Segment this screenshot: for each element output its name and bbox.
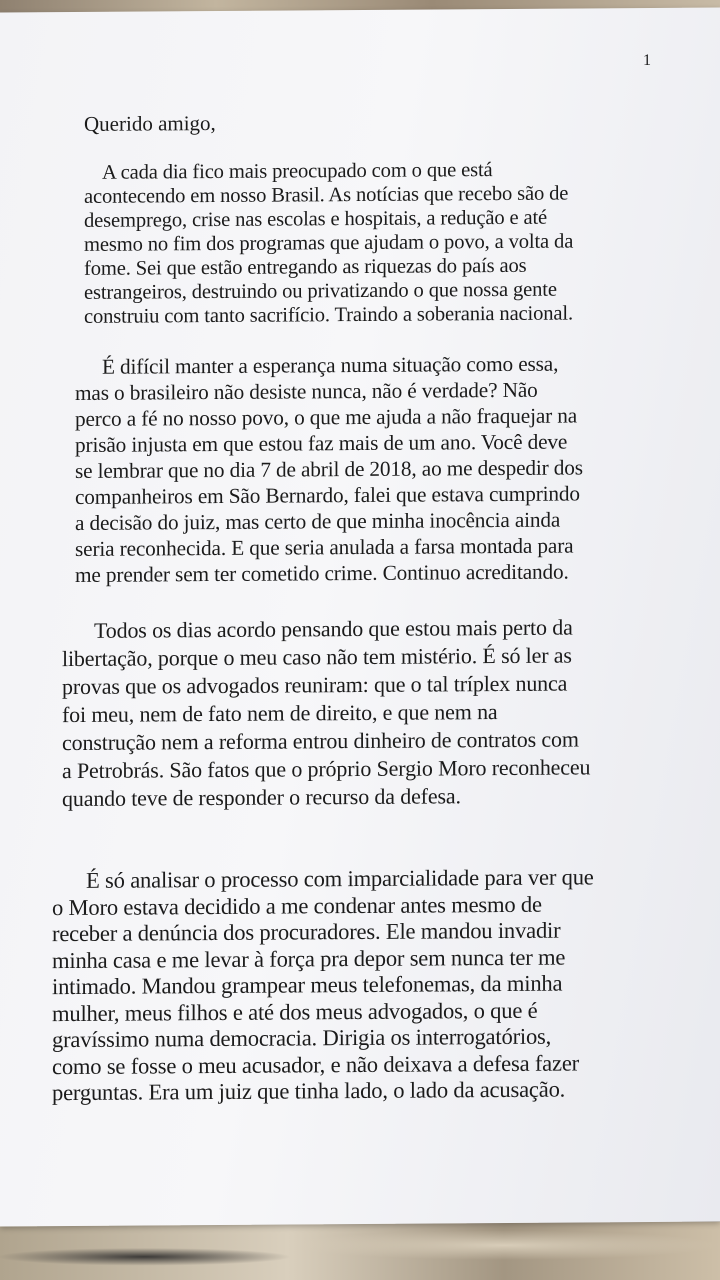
text-line: construiu com tanto sacrifício. Traindo a soberania nacional. bbox=[84, 302, 573, 328]
text-line: É só analisar o processo com imparcialidade para ver que bbox=[86, 864, 594, 893]
text-line: se lembrar que no dia 7 de abril de 2018, ao me despedir dos bbox=[75, 455, 583, 483]
text-line: mesmo no fim dos programas que ajudam o povo, a volta da bbox=[84, 230, 574, 256]
text-line: desemprego, crise nas escolas e hospitais, a redução e até bbox=[84, 206, 548, 232]
paragraph-3 bbox=[62, 613, 590, 813]
text-line: provas que os advogados reuniram: que o tal tríplex nunca bbox=[62, 670, 568, 700]
text-line: como se fosse o meu acusador, e não deixava a defesa fazer bbox=[52, 1049, 579, 1079]
text-line: seria reconhecida. E que seria anulada a farsa montada para bbox=[75, 533, 574, 561]
letter-page bbox=[0, 7, 720, 1226]
letter-greeting: Querido amigo, bbox=[84, 111, 216, 136]
paragraph-4 bbox=[52, 864, 594, 1106]
text-line: fome. Sei que estão entregando as riquezas do país aos bbox=[84, 254, 527, 280]
text-line: gravíssimo numa democracia. Dirigia os interrogatórios, bbox=[52, 1023, 552, 1053]
text-line: foi meu, nem de fato nem de direito, e que nem na bbox=[62, 699, 498, 728]
background-surface-bottom bbox=[0, 1222, 720, 1280]
text-line: o Moro estava decidido a me condenar antes mesmo de bbox=[52, 891, 542, 920]
text-line: acontecendo em nosso Brasil. As notícias que recebo são de bbox=[84, 182, 569, 208]
text-line: libertação, porque o meu caso não tem mistério. É só ler as bbox=[62, 642, 572, 672]
text-line: É difícil manter a esperança numa situação como essa, bbox=[102, 351, 559, 379]
text-line: receber a denúncia dos procuradores. Ele mandou invadir bbox=[52, 917, 561, 947]
text-line: prisão injusta em que estou faz mais de um ano. Você deve bbox=[75, 429, 568, 457]
text-line: mulher, meus filhos e até dos meus advogados, o que é bbox=[52, 997, 538, 1026]
text-line: Todos os dias acordo pensando que estou mais perto da bbox=[94, 614, 573, 643]
text-line: me prender sem ter cometido crime. Continuo acreditando. bbox=[75, 559, 569, 587]
text-line: companheiros em São Bernardo, falei que estava cumprindo bbox=[75, 481, 580, 509]
text-line: minha casa e me levar à força pra depor sem nunca ter me bbox=[52, 944, 566, 973]
paragraph-1 bbox=[84, 158, 573, 329]
text-line: perco a fé no nosso povo, o que me ajuda a não fraquejar na bbox=[75, 403, 578, 431]
text-line: A cada dia fico mais preocupado com o que está bbox=[102, 159, 493, 184]
text-line: quando teve de responder o recurso da defesa. bbox=[62, 783, 461, 812]
text-line: intimado. Mandou grampear meus telefonemas, da minha bbox=[52, 970, 563, 1000]
text-line: a decisão do juiz, mas certo de que minha inocência ainda bbox=[75, 507, 561, 535]
text-line: construção nem a reforma entrou dinheiro de contratos com bbox=[62, 726, 579, 756]
text-line: perguntas. Era um juiz que tinha lado, o lado da acusação. bbox=[52, 1076, 566, 1106]
paragraph-2 bbox=[75, 350, 583, 588]
text-line: a Petrobrás. São fatos que o próprio Sergio Moro reconheceu bbox=[62, 754, 591, 784]
page-number: 1 bbox=[643, 51, 651, 70]
text-line: mas o brasileiro não desiste nunca, não é verdade? Não bbox=[75, 377, 538, 405]
text-line: estrangeiros, destruindo ou privatizando o que nossa gente bbox=[84, 278, 557, 304]
